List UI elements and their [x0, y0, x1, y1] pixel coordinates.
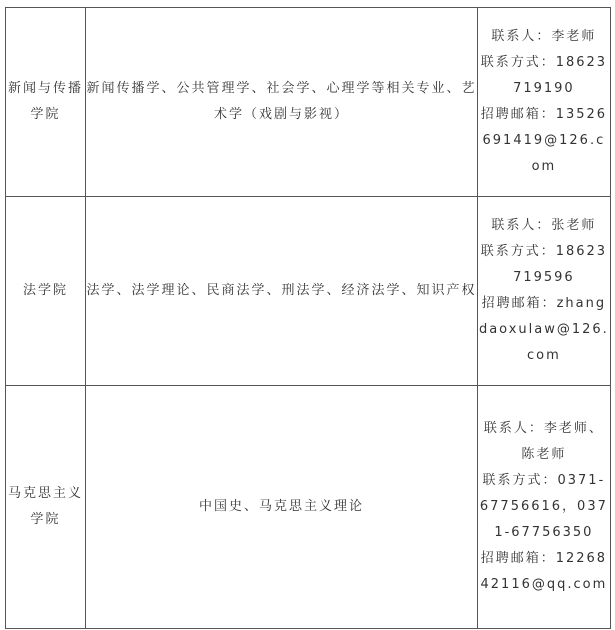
major-cell: [86, 8, 478, 197]
recruitment-table: [5, 7, 611, 629]
majors-text: 法学、法学理论、民商法学、刑法学、经济法学、知识产权: [86, 283, 477, 298]
contact-person: 联系人：张老师: [491, 218, 597, 233]
contact-phone: 联系方式：18623719596: [480, 244, 608, 285]
contact-cell: [477, 386, 610, 629]
contact-email: 招聘邮箱：zhangdaoxulaw@126.com: [478, 296, 609, 363]
major-cell: [86, 386, 478, 629]
contact-phone: 联系方式：0371-67756616，0371-67756350: [479, 473, 608, 540]
table-row: [6, 197, 611, 386]
college-cell: [6, 386, 86, 629]
contact-cell: [477, 8, 610, 197]
major-cell: [86, 197, 478, 386]
majors-text: 新闻传播学、公共管理学、社会学、心理学等相关专业、艺术学（戏剧与影视）: [86, 81, 477, 122]
table-row: [6, 8, 611, 197]
contact-person: 联系人：李老师: [491, 29, 597, 44]
contact-email: 招聘邮箱：1226842116@qq.com: [480, 551, 608, 592]
contact-email: 招聘邮箱：13526691419@126.com: [480, 107, 608, 174]
contact-person: 联系人：李老师、陈老师: [483, 421, 604, 462]
contact-phone: 联系方式：18623719190: [480, 55, 608, 96]
college-cell: [6, 197, 86, 386]
table-row: [6, 386, 611, 629]
majors-text: 中国史、马克思主义理论: [198, 499, 364, 514]
college-name: 法学院: [23, 283, 69, 298]
recruitment-table-page: [5, 0, 611, 630]
college-name: 马克思主义学院: [8, 486, 84, 527]
college-name: 新闻与传播学院: [8, 81, 84, 122]
contact-cell: [477, 197, 610, 386]
college-cell: [6, 8, 86, 197]
